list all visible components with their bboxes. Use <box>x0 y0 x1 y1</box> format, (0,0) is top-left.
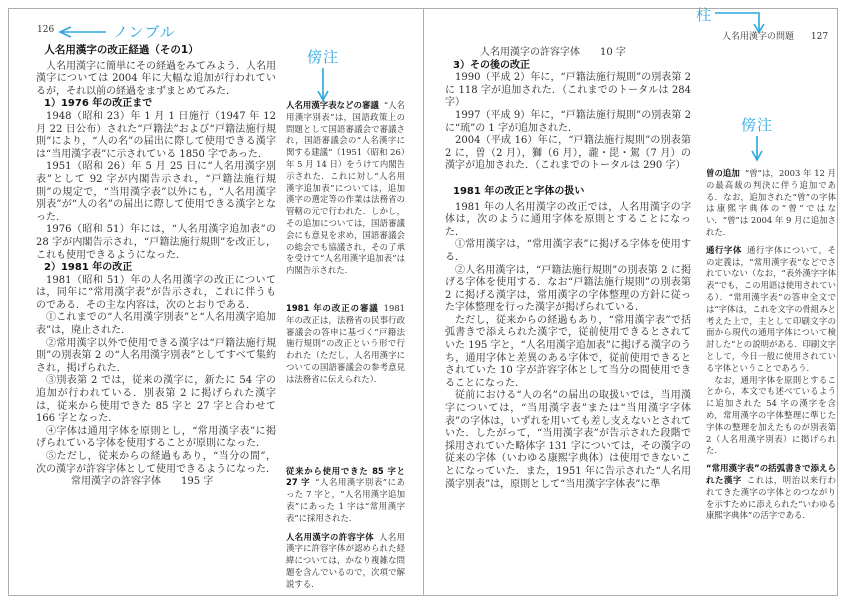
side-note <box>706 463 836 522</box>
side-note-text: “曽”は，2003 年 12 月の最高裁の判決に伴う追加である．なお，追加された“曽”の字体は康熙字典体の“曾”ではない．“曾”は 2004 年 9 月に追加された． <box>706 168 836 237</box>
right-page-paragraphs <box>445 47 691 491</box>
section-heading: 人名用漢字の改正経過（その1） <box>44 44 199 56</box>
side-note <box>286 466 405 525</box>
paragraph: 1976（昭和 51）年には，“人名用漢字追加表”の 28 字が内閣告示され，“戸籍法施行規則”を改正し，これも使用できるようになった． <box>36 224 276 261</box>
paragraph: 1997（平成 9）年に，“戸籍法施行規則”の別表第 2 に“琉”の 1 字が追加された． <box>445 109 691 134</box>
right-page-side-notes <box>706 168 836 522</box>
running-head <box>722 29 828 42</box>
side-note-text: 1981 年の改正は，法務省の民事行政審議会の答申に基づく“戸籍法施行規則”の改正という形で行われた（ただし，人名用漢字についての国語審議会の参考意見は法務省に伝えられた）． <box>286 302 405 384</box>
annotation-bochu-right <box>731 114 783 162</box>
side-note-lead: 人名用漢字表などの審議 <box>286 100 379 110</box>
side-note-lead: 1981 年の改正の審議 <box>286 302 379 313</box>
side-note <box>706 375 836 458</box>
side-note-lead: 人名用漢字の許容字体 <box>286 531 375 542</box>
page-divider <box>423 8 424 596</box>
side-note-text: “人名用漢字別表”にあった 7 字と，“人名用漢字追加表”にあった 1 字は“常用漢字表”に採用された． <box>286 477 406 523</box>
paragraph: ⑤ただし，従来からの経過もあり，“当分の間”，次の漢字が許容字体として使用できるようになった． <box>36 451 276 475</box>
paragraph: ①これまでの“人名用漢字別表”と“人名用漢字追加表”は，廃止された． <box>36 312 276 337</box>
paragraph: 1）1976 年の改正まで <box>44 98 153 110</box>
paragraph: 人名用漢字の許容字体 10 字 <box>480 47 626 58</box>
side-note <box>286 532 405 591</box>
side-note-text: “人名用漢字別表”は，国語政策上の問題として国語審議会で審議され，国語審議会の“人名漢字に関する建議”（1951（昭和 26）年 5 月 14 日）をうけて内閣告示された．これに対し“人名用漢字追加表”については，追加漢字の選定等の作業は法務省の管轄の元で行われた．しかし，その追加については，国語審議会にも意見を求め，国語審議会の総会でも協議され，その了承を受けて“人名用漢字追加表”は内閣告示された． <box>286 100 405 276</box>
paragraph: 1990（平成 2）年に，“戸籍法施行規則”の別表第 2 に 118 字が追加された．（これまでのトータルは 284 字） <box>445 72 691 109</box>
paragraph: ②人名用漢字は，“戸籍法施行規則”の別表第 2 に掲げる字体を使用する．なお“戸籍法施行規則”の別表第 2 に掲げる漢字は，常用漢字の字体整理の方針に従った字体整理を行った漢字が掲げられている． <box>445 264 691 314</box>
left-page-number: 126 <box>37 25 55 35</box>
side-note-lead: “常用漢字表”の括弧書きで添えられた漢字 <box>706 463 836 485</box>
annotation-nombre <box>56 21 176 42</box>
paragraph: 1981 年の改正と字体の扱い <box>453 185 585 197</box>
paragraph: ①常用漢字は，“常用漢字表”に掲げる字体を使用する． <box>445 239 691 263</box>
annotation-hashira-label: 柱 <box>696 6 713 24</box>
paragraph: 3）その後の改正 <box>453 59 530 71</box>
side-note-text: これは，明治以来行われてきた漢字の字体とのつながりを示すために添えられた“いわゆる康熙字典体”の活字である． <box>706 474 837 521</box>
annotation-bochu-left-label: 傍注 <box>306 48 339 66</box>
left-page-main-column <box>36 44 276 489</box>
paragraph: 2）1981 年の改正 <box>44 262 133 274</box>
paragraph: 2004（平成 16）年に，“戸籍法施行規則”の別表第 2 に，曽（2 月），獅（6 月），瀧・毘・駕（7 月）の漢字が追加された．（これまでのトータルは 290 字） <box>445 135 691 172</box>
paragraph: 1951（昭和 26）年 5 月 25 日に“人名用漢字別表”として 92 字が内閣告示され，“戸籍法施行規則”の規定で，“当用漢字表”以外にも，“人名用漢字別表”が“人の名”の届出に際して使用できる漢字となった． <box>36 161 276 223</box>
annotation-bochu-left <box>297 46 349 102</box>
side-note-lead: 従来から使用できた 85 字と 27 字 <box>286 465 405 488</box>
running-head-title: 人名用漢字の問題 <box>722 32 795 42</box>
paragraph: ただし，従来からの経過もあり，“常用漢字表”で括弧書きで添えられた漢字で，従前使用できるとされていた 195 字と，“人名用漢字追加表”に掲げる漢字のうち，通用字体と差異のある字体で，従前使用できるとされていた 10 字が許容字体として当分の間使用できることになった． <box>445 314 691 389</box>
down-arrow-icon <box>316 68 330 102</box>
paragraph: 従前における“人の名”の届出の取扱いでは，当用漢字については，“当用漢字表”または“当用漢字字体表”の字体は，いずれを用いても差し支えないとされていた．したがって，“当用漢字表”が告示された段階で採用されていた略体字 131 字については，その漢字の従来の字体（いわゆる康熙字典体）は使用できないことになっていた．また，1951 年に告示された“人名用漢字別表”は，原則として“当用漢字字体表”に準 <box>445 390 691 490</box>
paragraph: 人名用漢字に簡単にその経過をみてみよう．人名用漢字については 2004 年に大幅な追加が行われているが，それ以前の経過をまずまとめてみた． <box>36 60 276 97</box>
paragraph: ②常用漢字以外で使用できる漢字は“戸籍法施行規則”の別表第 2 の“人名用漢字別表”としてすべて集約され，掲げられた． <box>36 337 276 374</box>
side-note-text: なお，通用字体を原則とすることから，本文でも述べているように追加された 54 字の漢字を含め，常用漢字の字体整理に準じた字体の整理を加えたものが別表第 2（人名用漢字別表）に掲げられた． <box>706 374 836 456</box>
side-note-text: 人名用漢字に許容字体が認められた経緯については，かなり複雑な問題を含んでいるので，次項で解説する． <box>286 531 406 589</box>
side-note <box>706 168 836 239</box>
left-page-paragraphs <box>36 61 276 489</box>
paragraph: ④字体は通用字体を原則とし，“常用漢字表”に掲げられている字体を使用することが原則になった． <box>36 425 276 450</box>
paragraph: 1948（昭和 23）年 1 月 1 日施行（1947 年 12 月 22 日公布）された“戸籍法”および“戸籍法施行規則”により，“人の名”の届出に際して使用できる漢字は“当用漢字表”に示されている 1850 字であった． <box>36 110 276 160</box>
right-page-number: 127 <box>810 32 829 42</box>
side-note-lead: 曽の追加 <box>706 168 740 178</box>
annotation-nombre-label: ノンブル <box>113 23 176 41</box>
left-page-side-notes <box>286 100 405 591</box>
paragraph: 1981（昭和 51）年の人名用漢字の改正については，同年に“常用漢字表”が告示され，これに伴うものである．その主な内容は，次のとおりである． <box>36 274 276 311</box>
side-note <box>286 100 405 277</box>
side-note <box>706 245 836 375</box>
paragraph: 常用漢字の許容字体 195 字 <box>71 476 214 488</box>
left-arrow-icon <box>56 26 108 38</box>
paragraph: ③別表第 2 では，従来の漢字に，新たに 54 字の追加が行われている．別表第 2 に掲げられた漢字は，従来から使用できた 85 字と 27 字と合わせて 166 字となった． <box>36 375 276 425</box>
paragraph: 1981 年の人名用漢字の改正では，人名用漢字の字体は，次のように通用字体を原則とすることになった． <box>445 201 691 238</box>
side-note-text: 通行字体について，その定義は，“常用漢字表”などでされていない（なお，“表外漢字字体表”でも，この用語は使用されている）．“常用漢字表”の答申全文では“字体は，これを文字の骨組みと考えた上で，主として印刷文字の面から現代の通用字体について検討した”との説明がある．印刷文字として，今日一般に使用されている字体ということであろう． <box>706 244 837 373</box>
side-note-lead: 通行字体 <box>706 244 742 255</box>
down-arrow-icon <box>750 136 764 162</box>
annotation-bochu-right-label: 傍注 <box>740 116 773 134</box>
right-page-main-column <box>445 47 691 491</box>
side-note <box>286 303 405 386</box>
